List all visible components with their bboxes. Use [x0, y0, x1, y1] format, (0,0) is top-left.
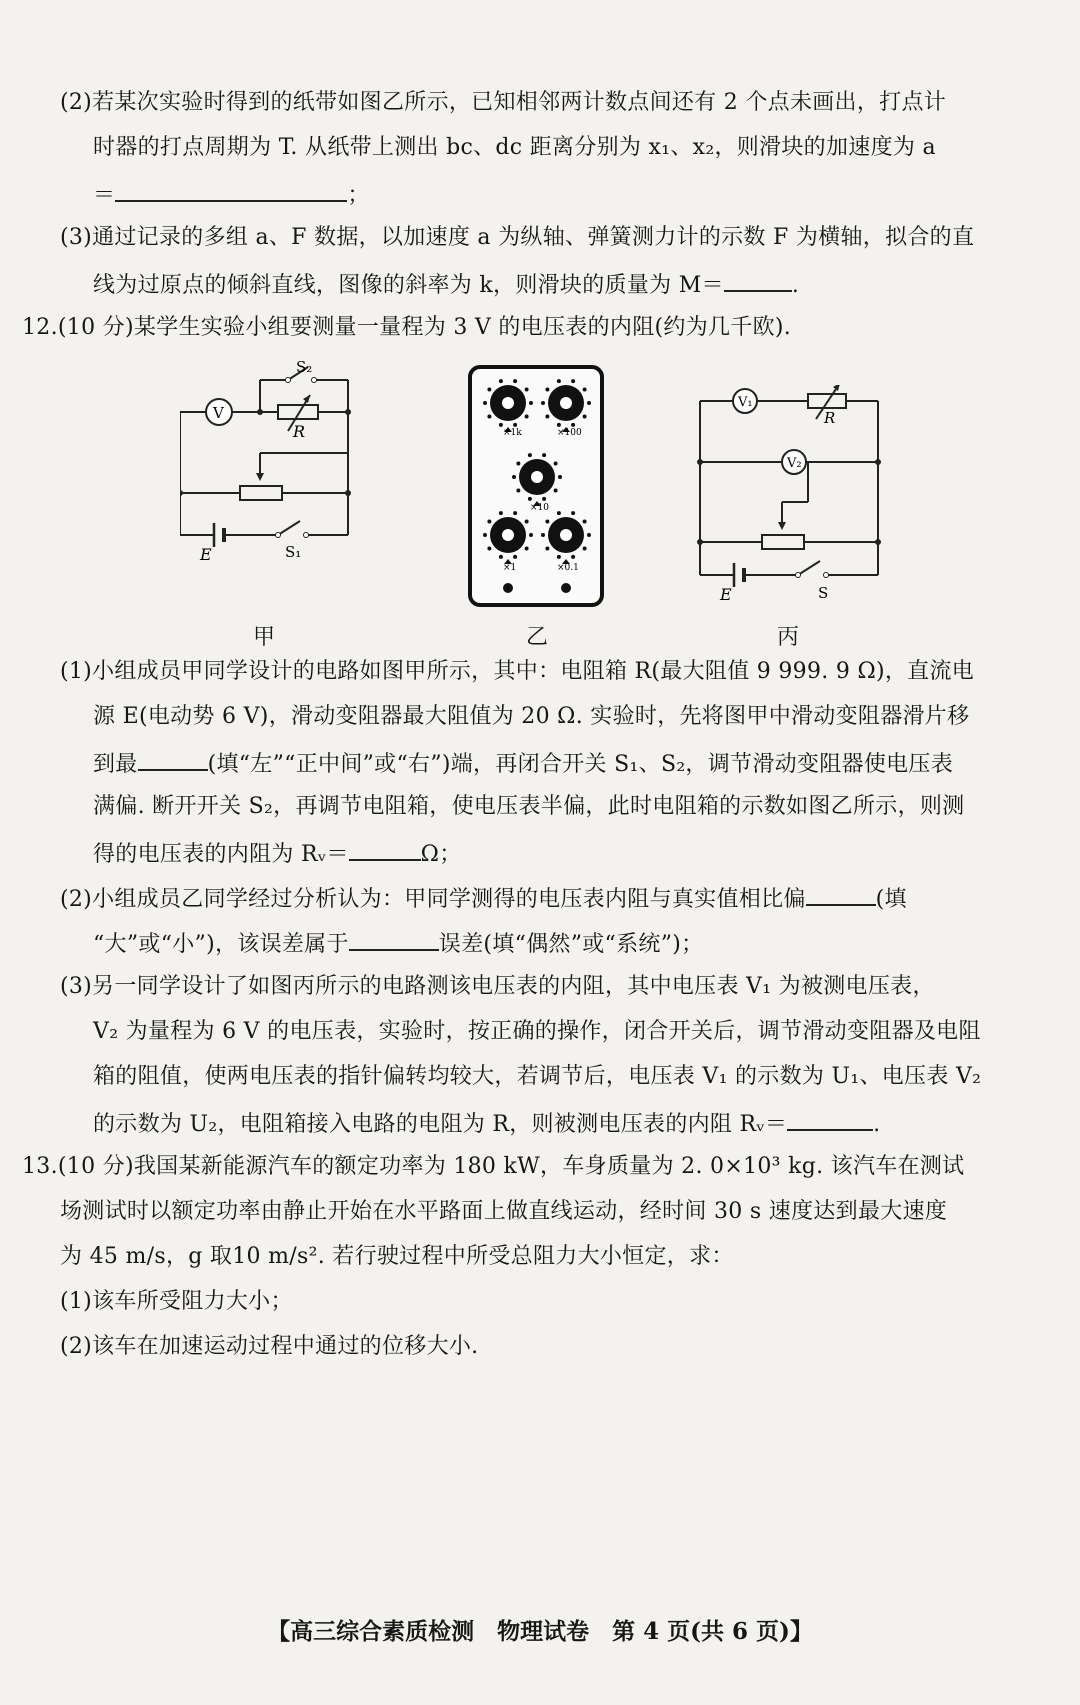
q12-part1-line5 — [93, 837, 462, 870]
q11-part2-line2: 时器的打点周期为 T. 从纸带上测出 bc、dc 距离分别为 x₁、x₂，则滑块的加速度为 a — [93, 135, 936, 160]
q12-part3-line1: (3)另一同学设计了如图丙所示的电路测该电压表的内阻，其中电压表 V₁ 为被测电压表， — [60, 974, 935, 999]
q13-line3: 为 45 m/s，g 取10 m/s². 若行驶过程中所受总阻力大小恒定，求： — [60, 1244, 734, 1269]
q13-line1: 13.(10 分)我国某新能源汽车的额定功率为 180 kW，车身质量为 2. 0×10³ kg. 该汽车在测试 — [22, 1154, 965, 1179]
dial-label-1: ×1 — [503, 563, 517, 573]
answer-blank-mass[interactable] — [724, 268, 792, 292]
label-v: V — [213, 404, 224, 422]
dial-label-10: ×10 — [530, 503, 549, 513]
q11-part3-text: 线为过原点的倾斜直线，图像的斜率为 k，则滑块的质量为 M＝ — [93, 273, 724, 298]
answer-blank-error-type[interactable] — [349, 927, 439, 951]
q12-part2-line2 — [93, 927, 703, 960]
terminal-left — [503, 583, 513, 593]
page-footer: 【高三综合素质检测 物理试卷 第 4 页(共 6 页)】 — [267, 1618, 813, 1645]
q12-part1-line5-text-b: Ω； — [420, 842, 462, 867]
label-s-bing: S — [818, 584, 829, 602]
q12-part2-line2-text-b: 误差(填“偶然”或“系统”)； — [438, 932, 704, 957]
label-s1: S₁ — [285, 543, 302, 561]
resistance-box-yi — [468, 365, 608, 610]
q12-part2-line1-text-a: (2)小组成员乙同学经过分析认为：甲同学测得的电压表内阻与真实值相比偏 — [60, 887, 806, 912]
dial-label-0.1: ×0.1 — [557, 563, 579, 573]
label-r-bing: R — [824, 409, 836, 427]
q12-heading: 12.(10 分)某学生实验小组要测量一量程为 3 V 的电压表的内阻(约为几千欧). — [22, 315, 792, 340]
dial-label-1k: ×1k — [503, 428, 522, 438]
circuit-diagram-jia — [180, 355, 380, 615]
q12-part3-line4 — [93, 1107, 880, 1140]
terminal-right — [561, 583, 571, 593]
caption-bing: 丙 — [777, 625, 800, 650]
answer-blank-slider-position[interactable] — [138, 747, 208, 771]
label-v1: V₁ — [738, 395, 753, 410]
q12-part3-line4-text-b: . — [873, 1112, 881, 1137]
answer-blank-bias[interactable] — [806, 882, 876, 906]
q13-part2: (2)该车在加速运动过程中通过的位移大小. — [60, 1334, 479, 1359]
q12-part1-line2: 源 E(电动势 6 V)，滑动变阻器最大阻值为 20 Ω. 实验时，先将图甲中滑动变阻器滑片移 — [93, 704, 970, 729]
q11-part3-line2 — [93, 268, 799, 301]
answer-blank-rv-expression[interactable] — [787, 1107, 873, 1131]
answer-blank-rv[interactable] — [349, 837, 421, 861]
label-s2: S₂ — [296, 358, 313, 376]
q12-part2-line1-text-b: (填 — [875, 887, 907, 912]
q12-part1-line3 — [93, 747, 953, 780]
q11-part2-line1: (2)若某次实验时得到的纸带如图乙所示，已知相邻两计数点间还有 2 个点未画出，打点计 — [60, 90, 947, 115]
q12-part3-line3: 箱的阻值，使两电压表的指针偏转均较大，若调节后，电压表 V₁ 的示数为 U₁、电压表 V₂ — [93, 1064, 982, 1089]
q12-part1-line1: (1)小组成员甲同学设计的电路如图甲所示，其中：电阻箱 R(最大阻值 9 999. 9 Ω)，直流电 — [60, 659, 975, 684]
q12-part2-line1 — [60, 882, 907, 915]
q13-line2: 场测试时以额定功率由静止开始在水平路面上做直线运动，经时间 30 s 速度达到最大速度 — [60, 1199, 948, 1224]
q12-part1-line3-text-b: (填“左”“正中间”或“右”)端，再闭合开关 S₁、S₂，调节滑动变阻器使电压表 — [207, 752, 954, 777]
q12-part1-line5-text-a: 得的电压表的内阻为 Rᵥ＝ — [93, 842, 349, 867]
circuit-diagram-bing — [690, 385, 890, 615]
q11-part3-line1: (3)通过记录的多组 a、F 数据，以加速度 a 为纵轴、弹簧测力计的示数 F 为横轴，拟合的直 — [60, 225, 975, 250]
q12-part1-line3-text-a: 到最 — [93, 752, 138, 777]
q12-part1-line4: 满偏. 断开开关 S₂，再调节电阻箱，使电压表半偏，此时电阻箱的示数如图乙所示，则测 — [93, 794, 965, 819]
q13-part1: (1)该车所受阻力大小； — [60, 1289, 293, 1314]
label-r: R — [293, 422, 306, 441]
q11-part2-line3 — [93, 178, 370, 211]
label-e: E — [200, 545, 212, 564]
caption-jia: 甲 — [253, 625, 276, 650]
label-e-bing: E — [720, 585, 732, 604]
q12-part3-line4-text-a: 的示数为 U₂，电阻箱接入电路的电阻为 R，则被测电压表的内阻 Rᵥ＝ — [93, 1112, 788, 1137]
q12-part3-line2: V₂ 为量程为 6 V 的电压表，实验时，按正确的操作，闭合开关后，调节滑动变阻器及电阻 — [93, 1019, 981, 1044]
caption-yi: 乙 — [526, 625, 549, 650]
label-v2: V₂ — [787, 456, 802, 471]
equals-sign: ＝ — [93, 183, 116, 208]
semicolon: ； — [347, 183, 370, 208]
dial-label-100: ×100 — [557, 428, 582, 438]
answer-blank-acceleration[interactable] — [115, 178, 347, 202]
period: . — [791, 273, 800, 298]
q12-part2-line2-text-a: “大”或“小”)，该误差属于 — [93, 932, 349, 957]
